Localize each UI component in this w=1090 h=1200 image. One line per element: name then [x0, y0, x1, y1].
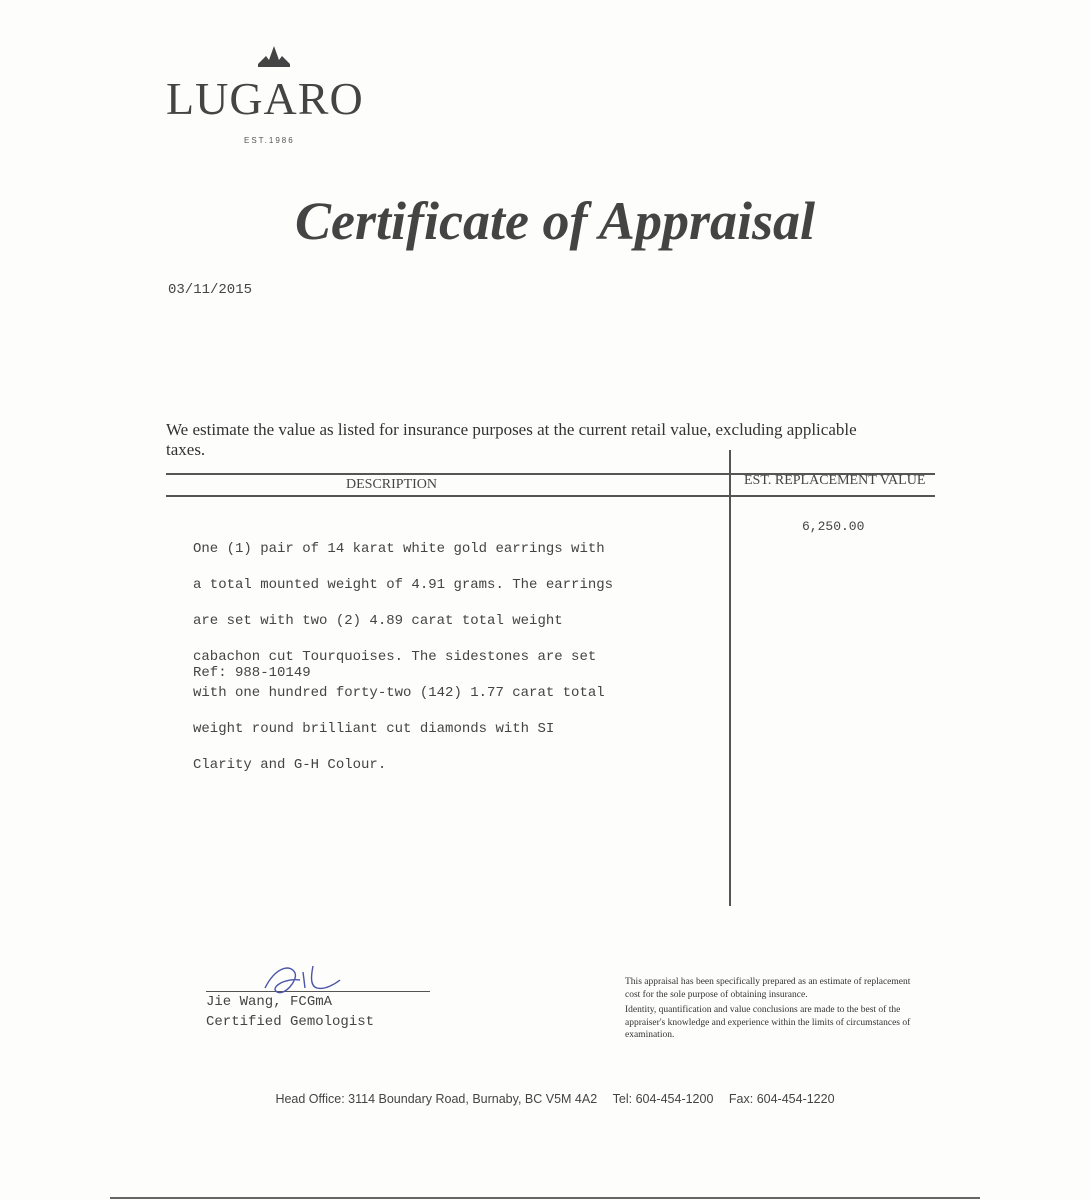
- intro-statement: We estimate the value as listed for insurance purposes at the current retail value, excluding applicable taxes.: [166, 420, 857, 459]
- disclaimer-purpose: This appraisal has been specifically prepared as an estimate of replacement cost for the sole purpose of obtaining insurance.: [625, 977, 911, 1000]
- appraiser-name: Jie Wang, FCGmA: [206, 994, 333, 1010]
- page-title: Certificate of Appraisal: [295, 191, 815, 251]
- footer-fax: Fax: 604-454-1220: [728, 1092, 835, 1106]
- reference-number: Ref: 988-10149: [193, 665, 311, 681]
- table-column-divider: [729, 450, 731, 906]
- description-line: a total mounted weight of 4.91 grams. The earrings: [193, 577, 614, 593]
- item-description: [193, 522, 713, 792]
- footer-address: Head Office: 3114 Boundary Road, Burnaby, BC V5M 4A2: [275, 1092, 598, 1106]
- description-line: cabachon cut Tourquoises. The sidestones are set: [193, 649, 597, 665]
- footer-contact: [0, 1092, 1090, 1106]
- table-header-rule: [166, 495, 935, 497]
- footer-phone: Tel: 604-454-1200: [612, 1092, 714, 1106]
- description-line: weight round brilliant cut diamonds with SI: [193, 721, 555, 737]
- crown-icon: [254, 44, 294, 68]
- replacement-value: 6,250.00: [802, 519, 865, 534]
- certificate-date: 03/11/2015: [168, 282, 253, 298]
- value-header: EST. REPLACEMENT VALUE: [744, 473, 926, 488]
- description-line: One (1) pair of 14 karat white gold earrings with: [193, 541, 605, 557]
- signature-scribble: [255, 958, 355, 998]
- disclaimer: [625, 976, 925, 1045]
- description-line: with one hundred forty-two (142) 1.77 carat total: [193, 685, 605, 701]
- logo-wordmark: LUGARO: [166, 73, 364, 124]
- appraiser-title: Certified Gemologist: [206, 1014, 375, 1030]
- logo-established: EST.1986: [244, 136, 295, 145]
- description-line: Clarity and G-H Colour.: [193, 757, 387, 773]
- description-line: are set with two (2) 4.89 carat total weight: [193, 613, 563, 629]
- disclaimer-limits: Identity, quantification and value conclusions are made to the best of the appraiser's knowledge and experience within the limits of circumstances of examination.: [625, 1005, 911, 1040]
- page-bottom-edge: [110, 1197, 980, 1199]
- description-header: DESCRIPTION: [346, 477, 438, 492]
